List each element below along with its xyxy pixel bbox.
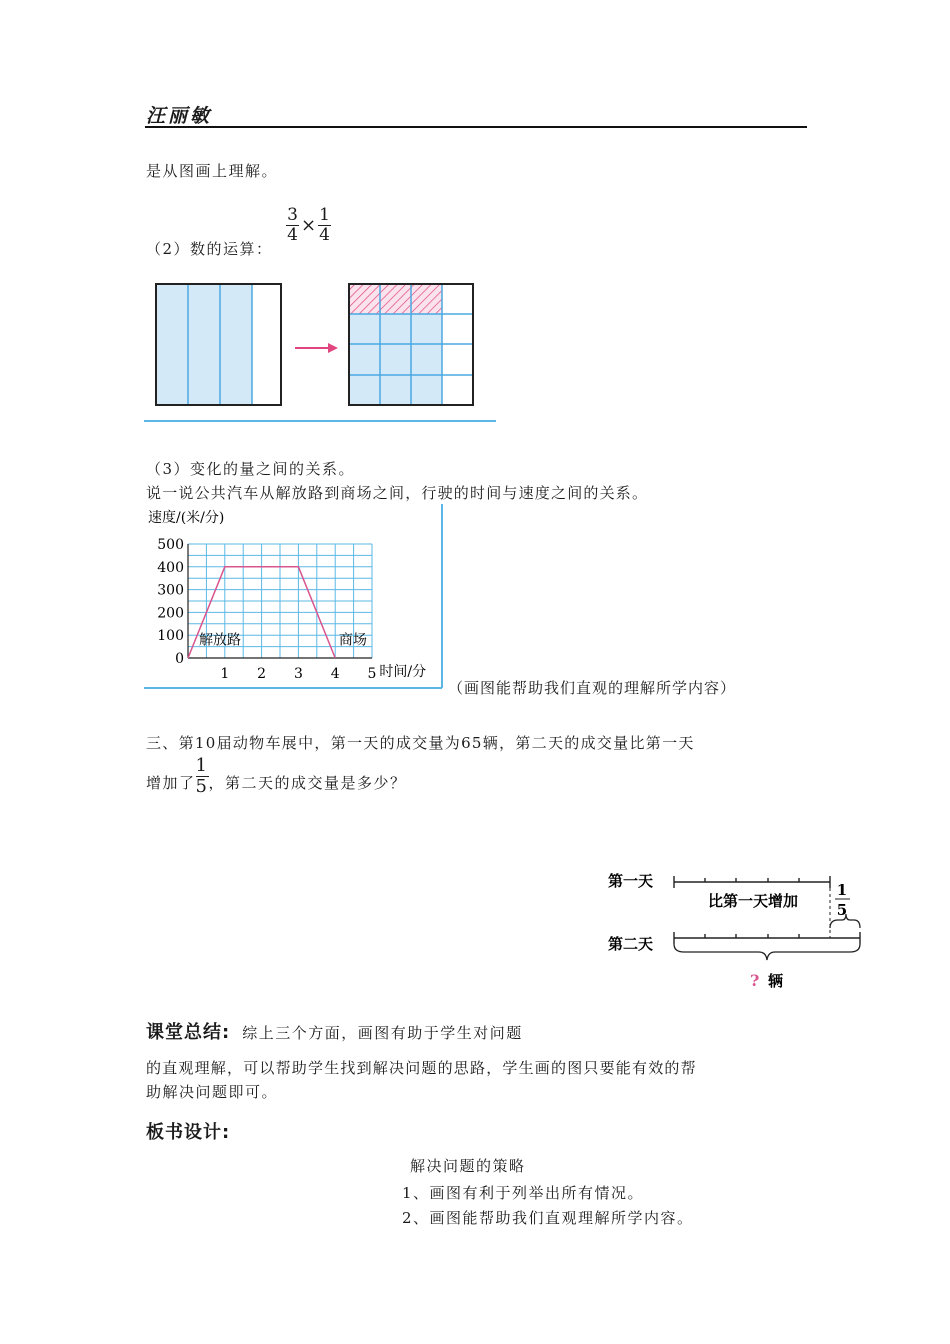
y-tick-label: 500 (157, 537, 184, 553)
summary-line2: 的直观理解，可以帮助学生找到解决问题的思路，学生画的图只要能有效的帮 (146, 1059, 697, 1077)
product-model (349, 284, 473, 405)
board-item-1: 1、画图有利于列举出所有情况。 (402, 1184, 645, 1202)
x-tick-label: 3 (293, 666, 303, 682)
section2-label: （2）数的运算： (146, 240, 273, 258)
x-tick-label: 2 (257, 666, 267, 682)
speed-time-chart (140, 502, 450, 694)
y-tick-label: 300 (157, 582, 184, 599)
times-sign: × (301, 215, 317, 236)
day1-segment (674, 876, 830, 888)
x-axis-label: 时间/分 (379, 664, 427, 680)
x-tick-label: 5 (367, 666, 377, 682)
board-heading: 解决问题的策略 (410, 1157, 526, 1175)
y-tick-label: 200 (157, 605, 184, 622)
x-tick-label: 4 (330, 666, 340, 682)
board-title: 板书设计: (146, 1122, 231, 1143)
denominator: 5 (195, 776, 209, 797)
day1-label: 第一天 (608, 872, 654, 890)
section3-prompt: 说一说公共汽车从解放路到商场之间，行驶的时间与速度之间的关系。 (146, 484, 649, 502)
intro-line: 是从图画上理解。 (146, 162, 279, 180)
day2-label: 第二天 (608, 935, 654, 953)
y-tick-labels (157, 537, 184, 667)
question-mark: ? (750, 971, 760, 990)
unit-label: 辆 (768, 972, 784, 990)
fraction-one-quarter (318, 206, 331, 245)
diagram-frac-num: 1 (836, 881, 848, 899)
denominator: 4 (319, 225, 330, 245)
section3-note: （画图能帮助我们直观的理解所学内容） (448, 679, 737, 697)
segment-diagram (604, 862, 868, 994)
y-tick-label: 400 (157, 559, 184, 576)
x-tick-labels (220, 666, 376, 682)
numerator: 1 (195, 755, 209, 776)
total-brace (674, 944, 860, 960)
y-axis-label: 速度/(米/分) (148, 510, 225, 526)
x-tick-label: 1 (220, 666, 230, 682)
problem3-suffix: ，第二天的成交量是多少？ (208, 774, 407, 792)
summary-heading-line (146, 1018, 523, 1044)
annotation-start: 解放路 (199, 632, 242, 649)
author-name: 汪丽敏 (146, 105, 213, 127)
arrow-icon (295, 343, 338, 353)
day2-segment (674, 932, 860, 944)
problem3-line2 (146, 756, 407, 797)
summary-line3: 助解决问题即可。 (146, 1083, 279, 1101)
y-tick-label: 100 (157, 628, 184, 645)
header-rule (145, 126, 807, 128)
problem3-prefix: 增加了 (146, 774, 196, 792)
numerator: 1 (319, 205, 330, 225)
section3-label: （3）变化的量之间的关系。 (146, 460, 356, 478)
y-tick-label: 0 (175, 651, 184, 667)
summary-title: 课堂总结: (146, 1022, 231, 1043)
summary-line1: 综上三个方面，画图有助于学生对问题 (242, 1024, 523, 1042)
increase-label: 比第一天增加 (708, 892, 799, 910)
fraction-one-fifth (196, 756, 209, 797)
area-model-figure (140, 278, 500, 426)
board-item-2: 2、画图能帮助我们直观理解所学内容。 (402, 1209, 694, 1227)
denominator: 4 (287, 225, 298, 245)
fraction-three-quarters (286, 206, 299, 245)
numerator: 3 (287, 205, 298, 225)
three-quarters-model (156, 284, 281, 405)
diagram-frac-den: 5 (836, 901, 848, 919)
problem3-line1: 三、第10届动物车展中，第一天的成交量为65辆，第二天的成交量比第一天 (146, 734, 695, 752)
annotation-end: 商场 (338, 632, 367, 649)
expression (286, 206, 331, 245)
